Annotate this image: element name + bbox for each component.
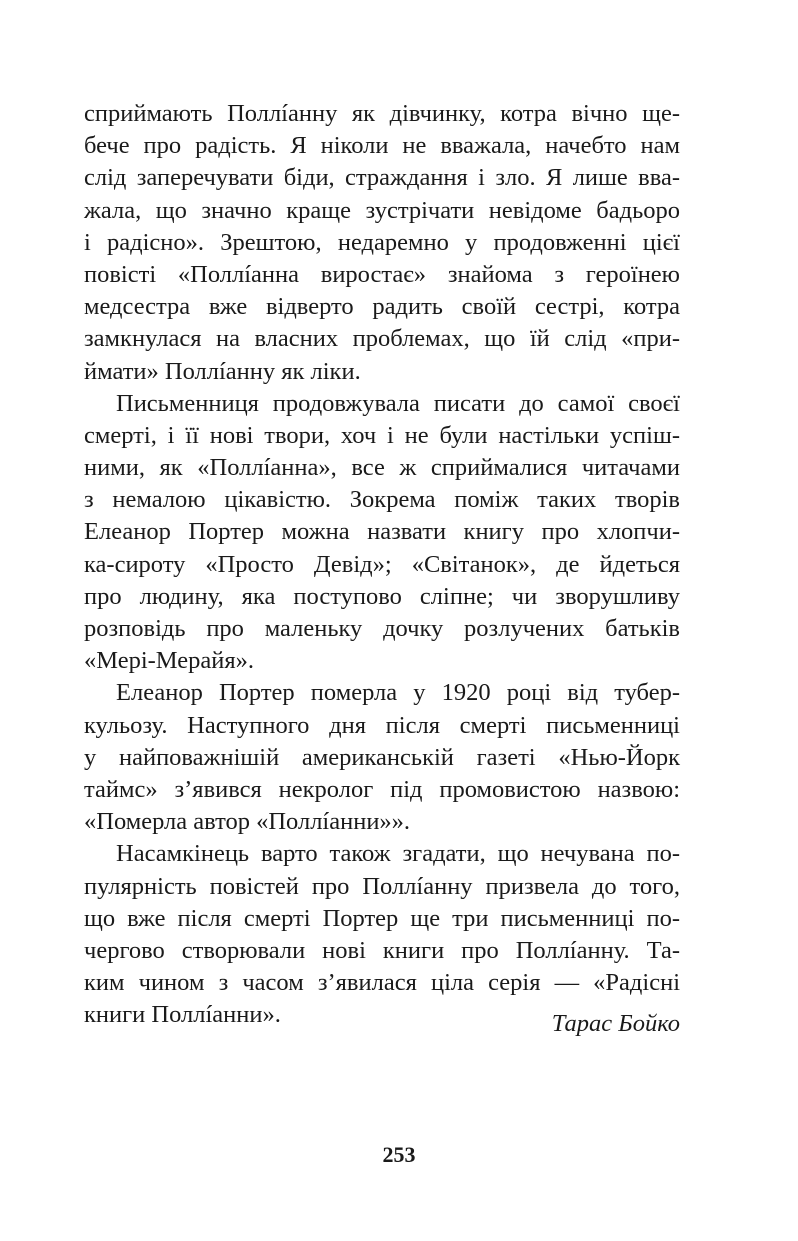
text-line: пулярність повістей про Поллíанну призвела до того, <box>84 872 680 900</box>
text-line: ймати» Поллíанну як ліки. <box>84 357 361 385</box>
paragraph-2 <box>84 388 680 678</box>
text-line: «Мері-Мерайя». <box>84 647 255 675</box>
paragraph-4 <box>84 838 680 1031</box>
text-line: бече про радість. Я ніколи не вважала, начебто нам <box>84 132 680 160</box>
text-line: Письменниця продовжувала писати до самої своєї <box>116 389 680 417</box>
text-line: у найповажнішій американській газеті «Нью-Йорк <box>84 743 680 771</box>
paragraph-3 <box>84 677 680 838</box>
text-line: ким чином з часом з’явилася ціла серія — «Радісні <box>84 969 680 997</box>
page-body <box>84 98 680 1031</box>
text-line: Насамкінець варто також згадати, що нечувана по- <box>116 840 680 868</box>
text-line: повісті «Поллíанна виростає» знайома з героїнею <box>84 260 680 288</box>
text-line: і радісно». Зрештою, недаремно у продовженні цієї <box>84 228 680 256</box>
paragraph-1 <box>84 98 680 388</box>
text-line: про людину, яка поступово сліпне; чи зворушливу <box>84 582 680 610</box>
text-line: ка-сироту «Просто Девід»; «Світанок», де йдеться <box>84 550 680 578</box>
text-line: ними, як «Поллíанна», все ж сприймалися читачами <box>84 454 680 482</box>
text-line: сприймають Поллíанну як дівчинку, котра вічно ще- <box>84 100 680 127</box>
text-line: замкнулася на власних проблемах, що їй слід «при- <box>84 325 680 353</box>
text-line: «Померла автор «Поллíанни»». <box>84 808 411 836</box>
text-line: смерті, і її нові твори, хоч і не були настільки успіш- <box>84 421 680 449</box>
author-signature: Тарас Бойко <box>551 1010 680 1037</box>
text-line: таймс» з’явився некролог під промовистою назвою: <box>84 775 680 803</box>
text-line: що вже після смерті Портер ще три письменниці по- <box>84 904 680 932</box>
text-line: кульозу. Наступного дня після смерті письменниці <box>84 711 680 739</box>
text-line: розповідь про маленьку дочку розлучених батьків <box>84 615 680 642</box>
text-line: медсестра вже відверто радить своїй сестрі, котра <box>84 293 680 321</box>
text-line: Елеанор Портер померла у 1920 році від тубер- <box>116 679 680 707</box>
text-line: жала, що значно краще зустрічати невідоме бадьоро <box>84 196 680 224</box>
page-number: 253 <box>382 1142 416 1167</box>
text-line: з немалою цікавістю. Зокрема поміж таких творів <box>84 486 680 514</box>
text-line: книги Поллíанни». <box>84 1001 281 1029</box>
text-line: чергово створювали нові книги про Поллíанну. Та- <box>84 936 680 964</box>
text-line: слід заперечувати біди, страждання і зло. Я лише вва- <box>84 164 680 192</box>
text-line: Елеанор Портер можна назвати книгу про хлопчи- <box>84 518 680 546</box>
